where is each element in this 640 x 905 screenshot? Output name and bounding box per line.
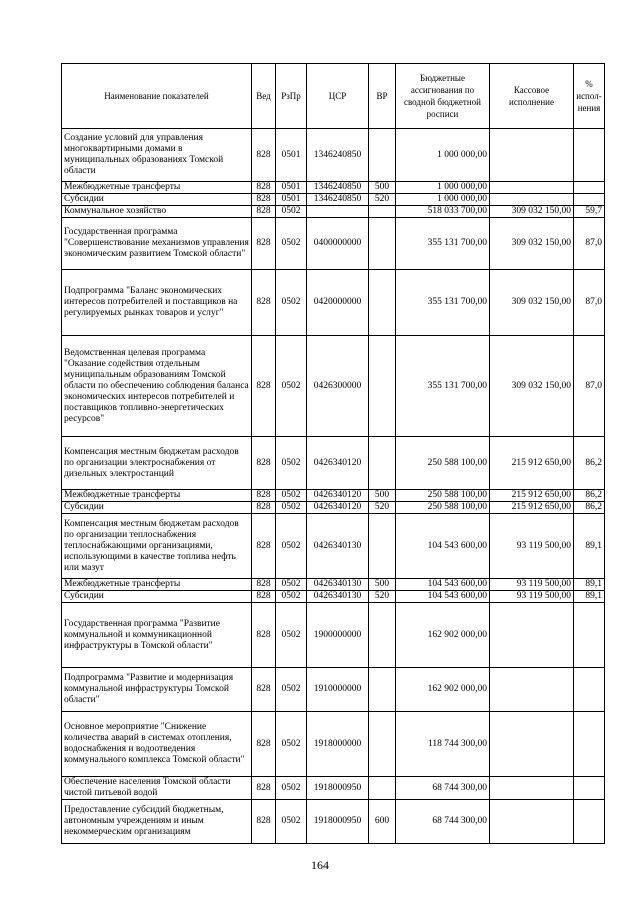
cell-budget: 118 744 300,00	[396, 712, 490, 777]
cell-rzpr: 0501	[276, 182, 307, 194]
table-body	[62, 129, 605, 844]
cell-vr: 600	[369, 800, 396, 844]
table-row	[62, 800, 605, 844]
cell-ved: 828	[252, 668, 276, 712]
cell-rzpr: 0502	[276, 777, 307, 800]
cell-kassa	[490, 800, 574, 844]
header-vr: ВР	[369, 64, 396, 129]
budget-table	[61, 63, 605, 844]
cell-vr	[369, 129, 396, 182]
table-row	[62, 502, 605, 514]
cell-budget: 1 000 000,00	[396, 182, 490, 194]
cell-ved: 828	[252, 206, 276, 218]
cell-rzpr: 0502	[276, 603, 307, 668]
cell-kassa	[490, 129, 574, 182]
cell-ved: 828	[252, 490, 276, 502]
header-name: Наименование показателей	[62, 64, 252, 129]
cell-csr: 1346240850	[307, 182, 369, 194]
cell-vr: 520	[369, 194, 396, 206]
cell-name: Ведомственная целевая программа "Оказание содействия отдельным муниципальным образованиям Томской области по обеспечению соблюдения баланса экономических интересов потребителей и поставщиков топливно-энергетических ресурсов"	[62, 336, 252, 437]
cell-budget: 1 000 000,00	[396, 194, 490, 206]
table-row	[62, 777, 605, 800]
cell-pct	[574, 129, 605, 182]
cell-name: Межбюджетные трансферты	[62, 182, 252, 194]
page-number: 164	[311, 858, 329, 872]
cell-kassa: 215 912 650,00	[490, 490, 574, 502]
cell-kassa	[490, 182, 574, 194]
cell-csr: 1900000000	[307, 603, 369, 668]
cell-name: Предоставление субсидий бюджетным, автономным учреждениям и иным некоммерческим организациям	[62, 800, 252, 844]
cell-budget: 104 543 600,00	[396, 579, 490, 591]
cell-csr: 1918000950	[307, 777, 369, 800]
cell-name: Подпрограмма "Баланс экономических интересов потребителей и поставщиков на регулируемых рынках товаров и услуг"	[62, 270, 252, 336]
table-row	[62, 336, 605, 437]
cell-ved: 828	[252, 591, 276, 603]
cell-csr: 1346240850	[307, 129, 369, 182]
header-budget: Бюджетные ассигнования по сводной бюджетной росписи	[396, 64, 490, 129]
cell-vr	[369, 437, 396, 490]
table-row	[62, 437, 605, 490]
cell-name: Коммунальное хозяйство	[62, 206, 252, 218]
cell-budget: 355 131 700,00	[396, 270, 490, 336]
cell-vr: 520	[369, 502, 396, 514]
header-rzpr: РзПр	[276, 64, 307, 129]
cell-name: Компенсация местным бюджетам расходов по организации электроснабжения от дизельных электростанций	[62, 437, 252, 490]
cell-name: Основное мероприятие "Снижение количества аварий в системах отопления, водоснабжения и водоотведения коммунального комплекса Томской области"	[62, 712, 252, 777]
cell-pct: 89,1	[574, 591, 605, 603]
cell-rzpr: 0501	[276, 194, 307, 206]
cell-vr	[369, 668, 396, 712]
cell-kassa: 309 032 150,00	[490, 218, 574, 270]
table-row	[62, 490, 605, 502]
cell-pct: 86,2	[574, 502, 605, 514]
cell-kassa: 309 032 150,00	[490, 336, 574, 437]
table-row	[62, 668, 605, 712]
cell-name: Подпрограмма "Развитие и модернизация коммунальной инфраструктуры Томской области"	[62, 668, 252, 712]
cell-rzpr: 0502	[276, 579, 307, 591]
table-row	[62, 603, 605, 668]
cell-ved: 828	[252, 777, 276, 800]
cell-pct	[574, 712, 605, 777]
cell-rzpr: 0502	[276, 591, 307, 603]
cell-pct: 86,2	[574, 437, 605, 490]
cell-pct: 59,7	[574, 206, 605, 218]
cell-csr: 0426340120	[307, 437, 369, 490]
cell-ved: 828	[252, 270, 276, 336]
cell-kassa: 93 119 500,00	[490, 514, 574, 579]
cell-budget: 104 543 600,00	[396, 514, 490, 579]
cell-kassa: 309 032 150,00	[490, 206, 574, 218]
cell-rzpr: 0502	[276, 206, 307, 218]
cell-budget: 355 131 700,00	[396, 218, 490, 270]
cell-rzpr: 0502	[276, 800, 307, 844]
cell-ved: 828	[252, 712, 276, 777]
cell-pct: 89,1	[574, 579, 605, 591]
cell-csr: 0426340130	[307, 579, 369, 591]
table-row	[62, 270, 605, 336]
cell-budget: 68 744 300,00	[396, 800, 490, 844]
cell-vr	[369, 218, 396, 270]
table-row	[62, 591, 605, 603]
cell-csr: 0420000000	[307, 270, 369, 336]
cell-vr	[369, 777, 396, 800]
cell-rzpr: 0502	[276, 218, 307, 270]
cell-csr	[307, 206, 369, 218]
cell-rzpr: 0502	[276, 336, 307, 437]
cell-csr: 0400000000	[307, 218, 369, 270]
cell-name: Субсидии	[62, 591, 252, 603]
cell-kassa	[490, 777, 574, 800]
cell-kassa	[490, 603, 574, 668]
cell-ved: 828	[252, 514, 276, 579]
cell-vr	[369, 712, 396, 777]
cell-name: Субсидии	[62, 194, 252, 206]
cell-budget: 162 902 000,00	[396, 603, 490, 668]
header-pct: % испол-нения	[574, 64, 605, 129]
cell-ved: 828	[252, 218, 276, 270]
cell-budget: 518 033 700,00	[396, 206, 490, 218]
cell-ved: 828	[252, 182, 276, 194]
cell-pct: 87,0	[574, 336, 605, 437]
cell-rzpr: 0502	[276, 502, 307, 514]
cell-kassa: 215 912 650,00	[490, 437, 574, 490]
cell-kassa: 93 119 500,00	[490, 579, 574, 591]
cell-ved: 828	[252, 194, 276, 206]
cell-csr: 0426340120	[307, 502, 369, 514]
cell-name: Межбюджетные трансферты	[62, 579, 252, 591]
cell-kassa	[490, 668, 574, 712]
cell-pct: 87,0	[574, 270, 605, 336]
cell-name: Государственная программа "Совершенствование механизмов управления экономическим развитием Томской области"	[62, 218, 252, 270]
cell-ved: 828	[252, 603, 276, 668]
cell-rzpr: 0501	[276, 129, 307, 182]
cell-budget: 250 588 100,00	[396, 490, 490, 502]
cell-budget: 250 588 100,00	[396, 437, 490, 490]
table-row	[62, 218, 605, 270]
cell-name: Государственная программа "Развитие коммунальной и коммуникационной инфраструктуры в Томской области"	[62, 603, 252, 668]
cell-vr	[369, 336, 396, 437]
cell-rzpr: 0502	[276, 437, 307, 490]
cell-ved: 828	[252, 800, 276, 844]
cell-vr: 520	[369, 591, 396, 603]
cell-ved: 828	[252, 129, 276, 182]
cell-csr: 1918000000	[307, 712, 369, 777]
cell-name: Создание условий для управления многоквартирными домами в муниципальных образованиях Томской области	[62, 129, 252, 182]
cell-pct	[574, 668, 605, 712]
header-kassa: Кассовое исполнение	[490, 64, 574, 129]
cell-vr: 500	[369, 490, 396, 502]
header-ved: Вед	[252, 64, 276, 129]
cell-budget: 1 000 000,00	[396, 129, 490, 182]
cell-pct: 89,1	[574, 514, 605, 579]
table-row	[62, 712, 605, 777]
table-row	[62, 579, 605, 591]
table-row	[62, 182, 605, 194]
cell-name: Обеспечение населения Томской области чистой питьевой водой	[62, 777, 252, 800]
cell-pct	[574, 603, 605, 668]
table-row	[62, 206, 605, 218]
cell-pct	[574, 182, 605, 194]
cell-name: Межбюджетные трансферты	[62, 490, 252, 502]
cell-pct: 86,2	[574, 490, 605, 502]
cell-budget: 355 131 700,00	[396, 336, 490, 437]
cell-pct	[574, 194, 605, 206]
cell-csr: 1346240850	[307, 194, 369, 206]
cell-pct	[574, 777, 605, 800]
cell-rzpr: 0502	[276, 490, 307, 502]
cell-ved: 828	[252, 437, 276, 490]
cell-kassa: 309 032 150,00	[490, 270, 574, 336]
cell-vr: 500	[369, 579, 396, 591]
cell-kassa: 93 119 500,00	[490, 591, 574, 603]
cell-csr: 1918000950	[307, 800, 369, 844]
cell-pct: 87,0	[574, 218, 605, 270]
cell-csr: 1910000000	[307, 668, 369, 712]
cell-ved: 828	[252, 502, 276, 514]
table-header-row	[62, 64, 605, 129]
cell-pct	[574, 800, 605, 844]
cell-rzpr: 0502	[276, 712, 307, 777]
cell-kassa	[490, 712, 574, 777]
cell-csr: 0426340120	[307, 490, 369, 502]
cell-kassa: 215 912 650,00	[490, 502, 574, 514]
cell-csr: 0426340130	[307, 514, 369, 579]
cell-vr	[369, 603, 396, 668]
header-csr: ЦСР	[307, 64, 369, 129]
cell-budget: 68 744 300,00	[396, 777, 490, 800]
cell-vr	[369, 206, 396, 218]
table-row	[62, 514, 605, 579]
cell-csr: 0426340130	[307, 591, 369, 603]
cell-name: Компенсация местным бюджетам расходов по организации теплоснабжения теплоснабжающими организациями, использующими в качестве топлива нефть или мазут	[62, 514, 252, 579]
cell-rzpr: 0502	[276, 270, 307, 336]
table-row	[62, 129, 605, 182]
cell-ved: 828	[252, 336, 276, 437]
cell-budget: 162 902 000,00	[396, 668, 490, 712]
cell-budget: 104 543 600,00	[396, 591, 490, 603]
cell-rzpr: 0502	[276, 514, 307, 579]
cell-vr	[369, 514, 396, 579]
cell-vr	[369, 270, 396, 336]
cell-vr: 500	[369, 182, 396, 194]
table-row	[62, 194, 605, 206]
cell-kassa	[490, 194, 574, 206]
cell-name: Субсидии	[62, 502, 252, 514]
cell-rzpr: 0502	[276, 668, 307, 712]
cell-budget: 250 588 100,00	[396, 502, 490, 514]
cell-ved: 828	[252, 579, 276, 591]
cell-csr: 0426300000	[307, 336, 369, 437]
